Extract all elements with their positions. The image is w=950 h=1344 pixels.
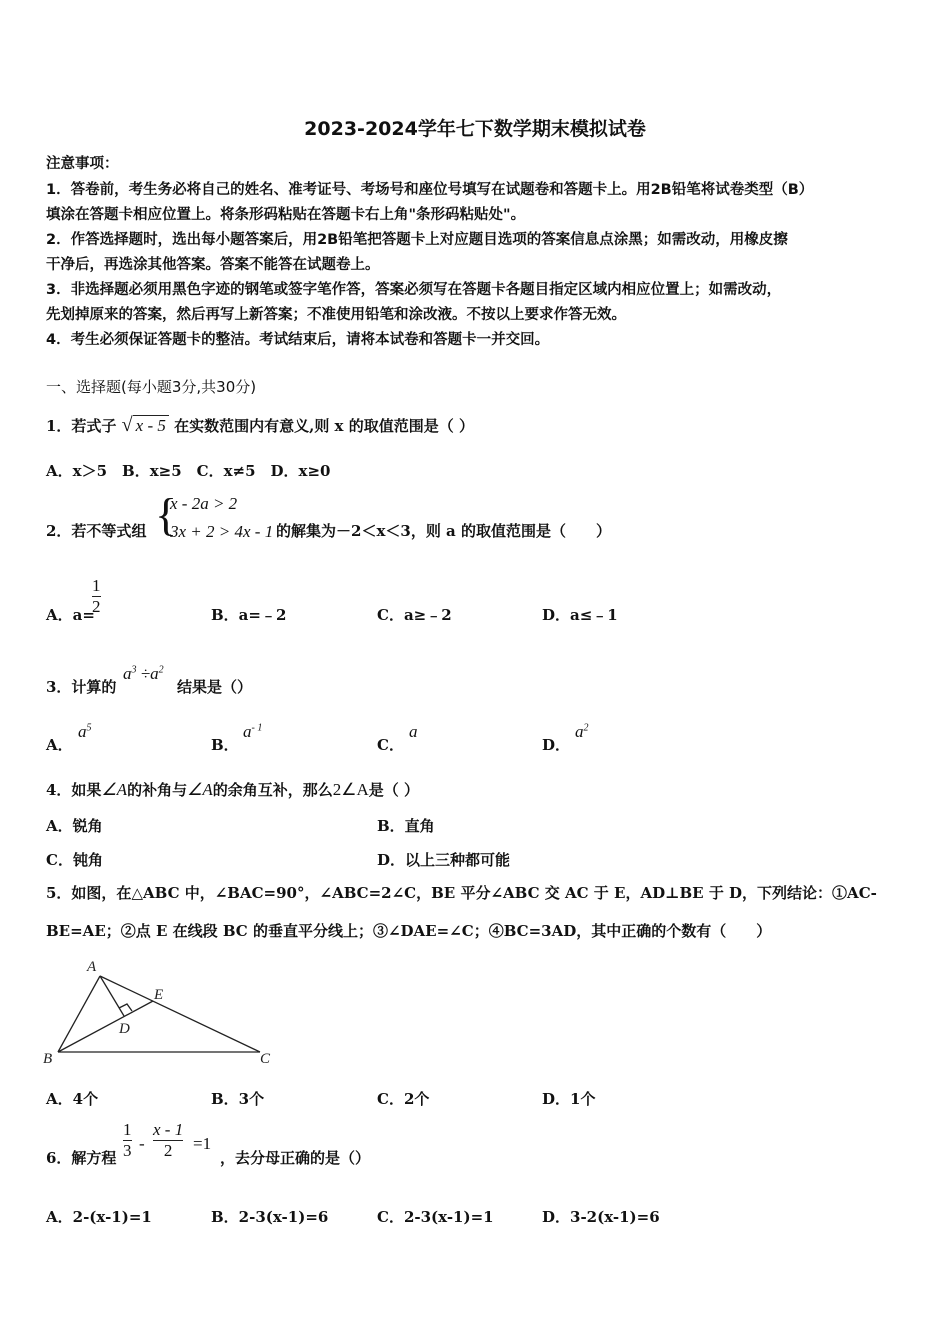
expr-base: a [150,664,159,683]
notice-line: 先划掉原来的答案，然后再写上新答案；不准使用铅笔和涂改液。不按以上要求作答无效。 [46,307,626,323]
q4-angle: 2∠A [332,780,369,799]
q1-text-pre: 1．若式子 [46,417,117,435]
notice-line: 干净后，再选涂其他答案。答案不能答在试题卷上。 [46,257,380,273]
q3-option-a: A． [46,736,73,754]
q4-text: 的余角互补，那么 [212,781,333,799]
expr-exponent: - 1 [251,722,263,734]
q6-option-c: C．2-3(x-1)=1 [377,1208,494,1226]
fraction-denominator: 3 [123,1141,132,1160]
minus-sign: - [139,1134,145,1153]
fraction-numerator: 1 [123,1120,132,1139]
q5-option-c: C．2个 [377,1090,430,1108]
q3-option-a-expr [78,722,92,742]
notice-line: 2．作答选择题时，选出每小题答案后，用2B铅笔把答题卡上对应题目选项的答案信息点涂黑；如需改动，用橡皮擦 [46,232,788,248]
q1-text-post: 在实数范围内有意义,则 x 的取值范围是（ ） [174,417,474,435]
q5-option-b: B．3个 [211,1090,265,1108]
notice-heading: 注意事项： [46,156,119,172]
sqrt-icon: √ [121,414,133,436]
label-b: B [43,1051,53,1067]
question-1 [46,414,474,437]
q2-system-line2: 3x + 2 > 4x - 1 [170,522,274,541]
question-4 [46,779,419,800]
q3-option-b-expr [243,722,262,742]
fraction-numerator: 1 [92,576,101,595]
q3-option-c-expr: a [409,722,418,741]
expr-base: a [243,722,252,741]
q3-text-pre: 3．计算的 [46,678,117,696]
divide-sign: ÷ [136,664,151,683]
q6-text-post: ，去分母正确的是（） [220,1149,371,1167]
label-e: E [154,987,164,1003]
expr-exponent: 3 [131,664,137,676]
brace-icon: { [155,489,178,540]
q2-option-a-fraction [92,577,101,616]
q4-option-a: A．锐角 [46,817,103,835]
q2-option-b: B．a=﹣2 [211,606,287,624]
q1-options: A．x＞5 B．x≥5 C．x≠5 D．x≥0 [46,462,331,480]
q2-text-post: 的解集为－2＜x＜3，则 a 的取值范围是（ ） [276,522,611,540]
q2-system-line1: x - 2a > 2 [170,494,238,513]
q4-option-c: C．钝角 [46,851,103,869]
q3-expression [123,664,164,684]
q5-text-line2: BE=AE；②点 E 在线段 BC 的垂直平分线上；③∠DAE=∠C；④BC=3AD，其中正确的个数有（ ） [46,922,772,940]
q4-text: 4．如果 [46,781,102,799]
label-a: A [87,959,97,975]
q4-option-d: D．以上三种都可能 [377,851,511,869]
q6-fraction-2 [153,1121,183,1160]
q5-triangle-figure [40,955,280,1070]
notice-line: 填涂在答题卡相应位置上。将条形码粘贴在答题卡右上角"条形码粘贴处"。 [46,207,526,223]
notice-line: 3．非选择题必须用黑色字迹的钢笔或签字笔作答，答案必须写在答题卡各题目指定区域内相应位置上；如需改动， [46,282,782,298]
notice-line: 1．答卷前，考生务必将自己的姓名、准考证号、考场号和座位号填写在试题卷和答题卡上。用2B铅笔将试卷类型（B） [46,182,814,198]
q2-option-a: A．a= [46,606,95,624]
expr-exponent: 2 [583,722,589,734]
section-heading: 一、选择题(每小题3分,共30分) [46,378,257,396]
q2-text-pre: 2．若不等式组 [46,522,147,540]
label-d: D [119,1021,130,1037]
q3-option-c: C． [377,736,404,754]
q2-option-d: D．a≤﹣1 [542,606,618,624]
q6-fraction-1 [123,1121,132,1160]
fraction-denominator: 2 [92,597,101,616]
q4-text: 的补角与 [127,781,188,799]
fraction-denominator: 2 [163,1141,173,1160]
q2-option-c: C．a≥﹣2 [377,606,452,624]
q5-option-d: D．1个 [542,1090,596,1108]
q4-angle: ∠A [187,780,213,799]
segment-ac [100,976,260,1052]
expr-base: a [123,664,132,683]
q4-text: 是（ ） [368,781,419,799]
q5-option-a: A．4个 [46,1090,99,1108]
page-title: 2023-2024学年七下数学期末模拟试卷 [304,118,646,140]
q6-option-d: D．3-2(x-1)=6 [542,1208,660,1226]
q3-option-d-expr [575,722,589,742]
label-c: C [260,1051,271,1067]
expr-exponent: 2 [158,664,164,676]
q4-angle: ∠A [101,780,128,799]
q6-text-pre: 6．解方程 [46,1149,117,1167]
q5-text-line1: 5．如图，在△ABC 中，∠BAC=90°，∠ABC=2∠C，BE 平分∠ABC 交 AC 于 E，AD⊥BE 于 D，下列结论：①AC- [46,884,877,902]
q3-option-d: D． [542,736,571,754]
fraction-numerator: x - 1 [153,1120,184,1139]
q1-radicand: x - 5 [133,415,169,436]
expr-exponent: 5 [86,722,92,734]
notice-line: 4．考生必须保证答题卡的整洁。考试结束后，请将本试卷和答题卡一并交回。 [46,332,550,348]
q3-option-b: B． [211,736,239,754]
q6-option-b: B．2-3(x-1)=6 [211,1208,329,1226]
q3-text-post: 结果是（） [177,678,253,696]
expr-base: a [78,722,87,741]
expr-base: a [575,722,584,741]
q6-option-a: A．2-(x-1)=1 [46,1208,152,1226]
q4-option-b: B．直角 [377,817,435,835]
q6-equals: =1 [193,1134,212,1153]
